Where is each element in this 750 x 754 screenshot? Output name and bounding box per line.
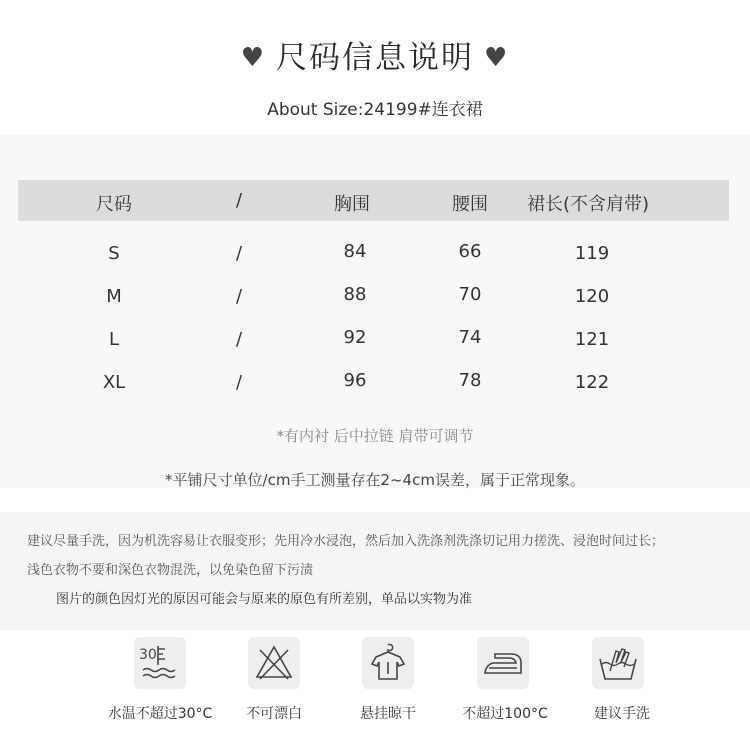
page-title [0,32,750,77]
care-label-iron: 不超过100°C [462,706,548,722]
hang-dry-icon [362,637,414,689]
length-cell: 121 [574,329,610,350]
iron-icon [477,637,529,689]
measurement-disclaimer: *平铺尺寸单位/cm手工测量存在2~4cm误差，属于正常现象。 [165,471,585,489]
waist-cell: 66 [458,241,482,262]
column-header-waist: 腰围 [452,194,488,215]
separator-cell: / [235,329,243,350]
care-text-line: 浅色衣物不要和深色衣物混洗，以免染色留下污渍 [27,563,314,578]
length-cell: 120 [574,286,610,307]
bust-cell: 84 [343,241,367,262]
color-disclaimer: 图片的颜色因灯光的原因可能会与原来的原色有所差别，单品以实物为准 [56,592,473,607]
size-table-header [18,180,729,221]
care-text-line: 建议尽量手洗，因为机洗容易让衣服变形；先用冷水浸泡，然后加入洗涤剂洗涤切记用力搓洗、浸泡时间过长； [27,534,665,549]
column-header-bust: 胸围 [334,194,370,215]
length-cell: 122 [574,372,610,393]
water-temp-30-icon [134,637,186,689]
size-cell: XL [102,372,126,393]
length-cell: 119 [574,243,610,264]
waist-cell: 78 [458,370,482,391]
column-header-size: 尺码 [96,194,132,215]
no-bleach-icon [248,637,300,689]
bust-cell: 96 [343,370,367,391]
bust-cell: 88 [343,284,367,305]
separator-cell: / [235,243,243,264]
water-temp-number: 30 [139,647,157,663]
separator-cell: / [235,286,243,307]
feature-notes: *有内衬 后中拉链 肩带可调节 [276,427,474,445]
heart-icon: ♥ [240,43,266,73]
column-header-separator: / [235,190,243,211]
size-table-panel [0,135,750,488]
waist-cell: 70 [458,284,482,305]
separator-cell: / [235,372,243,393]
subtitle: About Size:24199#连衣裙 [267,100,483,120]
care-label-hang-dry: 悬挂晾干 [360,706,416,722]
size-cell: M [106,286,122,307]
care-instructions-panel [0,512,750,630]
page-title-text: 尺码信息说明 [276,40,474,76]
hand-wash-icon [592,637,644,689]
size-cell: S [108,243,120,264]
size-cell: L [108,329,120,350]
column-header-length: 裙长(不含肩带) [526,194,650,215]
bust-cell: 92 [343,327,367,348]
heart-icon: ♥ [484,43,510,73]
care-label-water-temp: 水温不超过30°C [107,706,213,722]
care-label-no-bleach: 不可漂白 [246,706,302,722]
waist-cell: 74 [458,327,482,348]
care-label-hand-wash: 建议手洗 [594,706,650,722]
